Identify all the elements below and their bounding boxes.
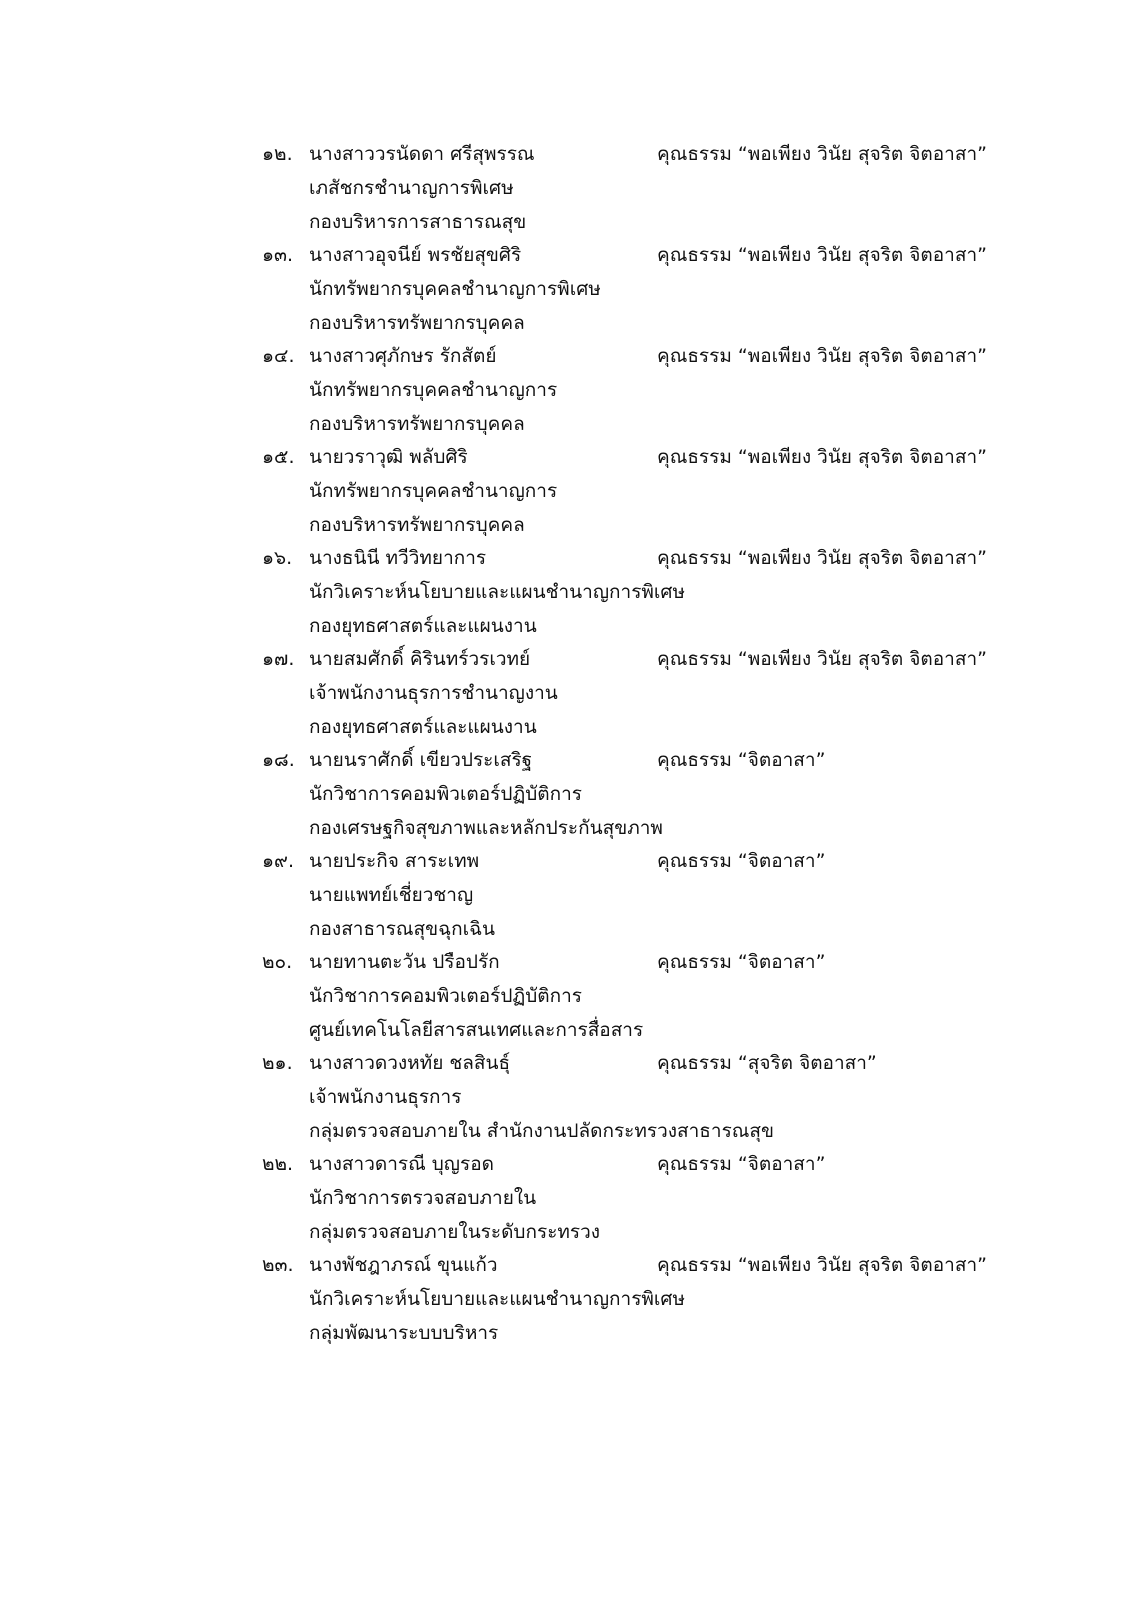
entry-name: นายนราศักดิ์ เขียวประเสริฐ bbox=[309, 749, 533, 771]
entry-header-line bbox=[262, 1147, 1022, 1181]
list-item bbox=[262, 541, 1022, 643]
entry-position: นักวิเคราะห์นโยบายและแผนชำนาญการพิเศษ bbox=[309, 1288, 686, 1310]
entry-name: นายสมศักดิ์ คิรินทร์วรเวทย์ bbox=[309, 648, 531, 670]
entry-number: ๑๕. bbox=[262, 446, 295, 468]
list-item bbox=[262, 238, 1022, 340]
list-item bbox=[262, 1147, 1022, 1249]
entry-virtue: คุณธรรม “จิตอาสา” bbox=[657, 951, 826, 973]
list-item bbox=[262, 642, 1022, 744]
entry-header-line bbox=[262, 137, 1022, 171]
entry-header-line bbox=[262, 440, 1022, 474]
entry-name: นางธนินี ทวีวิทยาการ bbox=[309, 547, 487, 569]
entry-name: นางสาวดวงหทัย ชลสินธุ์ bbox=[309, 1052, 511, 1074]
list-item bbox=[262, 1248, 1022, 1350]
entry-header-line bbox=[262, 743, 1022, 777]
entry-position: เภสัชกรชำนาญการพิเศษ bbox=[309, 177, 514, 199]
entry-name: นางสาวอุจนีย์ พรชัยสุขศิริ bbox=[309, 244, 522, 266]
entry-name: นางสาวดารณี บุญรอด bbox=[309, 1153, 494, 1175]
entry-virtue: คุณธรรม “พอเพียง วินัย สุจริต จิตอาสา” bbox=[657, 345, 987, 367]
entry-unit: กองบริหารการสาธารณสุข bbox=[309, 211, 527, 233]
entry-unit: กองบริหารทรัพยากรบุคคล bbox=[309, 413, 525, 435]
entry-virtue: คุณธรรม “จิตอาสา” bbox=[657, 749, 826, 771]
entry-unit: กองยุทธศาสตร์และแผนงาน bbox=[309, 615, 537, 637]
entry-position: เจ้าพนักงานธุรการชำนาญงาน bbox=[309, 682, 558, 704]
entry-virtue: คุณธรรม “พอเพียง วินัย สุจริต จิตอาสา” bbox=[657, 446, 987, 468]
list-item bbox=[262, 440, 1022, 542]
entry-number: ๑๔. bbox=[262, 345, 295, 367]
entry-number: ๒๑. bbox=[262, 1052, 293, 1074]
entry-number: ๑๙. bbox=[262, 850, 295, 872]
entry-virtue: คุณธรรม “พอเพียง วินัย สุจริต จิตอาสา” bbox=[657, 547, 987, 569]
entry-number: ๒๒. bbox=[262, 1153, 294, 1175]
list-item bbox=[262, 844, 1022, 946]
entry-number: ๑๒. bbox=[262, 143, 293, 165]
entry-virtue: คุณธรรม “พอเพียง วินัย สุจริต จิตอาสา” bbox=[657, 1254, 987, 1276]
entry-number: ๒๓. bbox=[262, 1254, 294, 1276]
list-item bbox=[262, 137, 1022, 239]
entry-number: ๑๓. bbox=[262, 244, 294, 266]
list-item bbox=[262, 743, 1022, 845]
entry-position: นักทรัพยากรบุคคลชำนาญการ bbox=[309, 379, 558, 401]
entry-header-line bbox=[262, 844, 1022, 878]
entry-number: ๑๖. bbox=[262, 547, 293, 569]
entry-position: นายแพทย์เชี่ยวชาญ bbox=[309, 884, 474, 906]
entry-position: นักวิเคราะห์นโยบายและแผนชำนาญการพิเศษ bbox=[309, 581, 686, 603]
entry-virtue: คุณธรรม “พอเพียง วินัย สุจริต จิตอาสา” bbox=[657, 648, 987, 670]
entry-header-line bbox=[262, 1248, 1022, 1282]
entry-virtue: คุณธรรม “จิตอาสา” bbox=[657, 850, 826, 872]
entry-position: นักวิชาการคอมพิวเตอร์ปฏิบัติการ bbox=[309, 783, 582, 805]
entry-virtue: คุณธรรม “พอเพียง วินัย สุจริต จิตอาสา” bbox=[657, 143, 987, 165]
entry-header-line bbox=[262, 339, 1022, 373]
entry-unit: กองยุทธศาสตร์และแผนงาน bbox=[309, 716, 537, 738]
entry-header-line bbox=[262, 541, 1022, 575]
entry-unit: กลุ่มพัฒนาระบบบริหาร bbox=[309, 1322, 499, 1344]
entry-name: นางสาวศุภักษร รักสัตย์ bbox=[309, 345, 497, 367]
entry-number: ๒๐. bbox=[262, 951, 293, 973]
entry-virtue: คุณธรรม “สุจริต จิตอาสา” bbox=[657, 1052, 877, 1074]
list-item bbox=[262, 339, 1022, 441]
entry-unit: กองเศรษฐกิจสุขภาพและหลักประกันสุขภาพ bbox=[309, 817, 663, 839]
entry-header-line bbox=[262, 238, 1022, 272]
entry-number: ๑๘. bbox=[262, 749, 295, 771]
entry-position: นักทรัพยากรบุคคลชำนาญการ bbox=[309, 480, 558, 502]
entry-position: นักวิชาการตรวจสอบภายใน bbox=[309, 1187, 537, 1209]
entry-name: นางสาววรนัดดา ศรีสุพรรณ bbox=[309, 143, 535, 165]
entry-name: นายวราวุฒิ พลับศิริ bbox=[309, 446, 468, 468]
entry-unit: กองบริหารทรัพยากรบุคคล bbox=[309, 514, 525, 536]
entry-header-line bbox=[262, 1046, 1022, 1080]
entry-virtue: คุณธรรม “พอเพียง วินัย สุจริต จิตอาสา” bbox=[657, 244, 987, 266]
entry-position: นักทรัพยากรบุคคลชำนาญการพิเศษ bbox=[309, 278, 601, 300]
entry-position: นักวิชาการคอมพิวเตอร์ปฏิบัติการ bbox=[309, 985, 582, 1007]
entry-unit: ศูนย์เทคโนโลยีสารสนเทศและการสื่อสาร bbox=[309, 1019, 644, 1041]
entry-unit: กลุ่มตรวจสอบภายใน สำนักงานปลัดกระทรวงสาธารณสุข bbox=[309, 1120, 774, 1142]
entry-name: นางพัชฎาภรณ์ ขุนแก้ว bbox=[309, 1254, 498, 1276]
entry-number: ๑๗. bbox=[262, 648, 295, 670]
list-item bbox=[262, 945, 1022, 1047]
entry-header-line bbox=[262, 642, 1022, 676]
entry-name: นายทานตะวัน ปรือปรัก bbox=[309, 951, 500, 973]
entry-unit: กองบริหารทรัพยากรบุคคล bbox=[309, 312, 525, 334]
entry-virtue: คุณธรรม “จิตอาสา” bbox=[657, 1153, 826, 1175]
entry-name: นายประกิจ สาระเทพ bbox=[309, 850, 480, 872]
entry-unit: กองสาธารณสุขฉุกเฉิน bbox=[309, 918, 496, 940]
list-item bbox=[262, 1046, 1022, 1148]
entry-unit: กลุ่มตรวจสอบภายในระดับกระทรวง bbox=[309, 1221, 601, 1243]
entry-header-line bbox=[262, 945, 1022, 979]
entry-position: เจ้าพนักงานธุรการ bbox=[309, 1086, 462, 1108]
